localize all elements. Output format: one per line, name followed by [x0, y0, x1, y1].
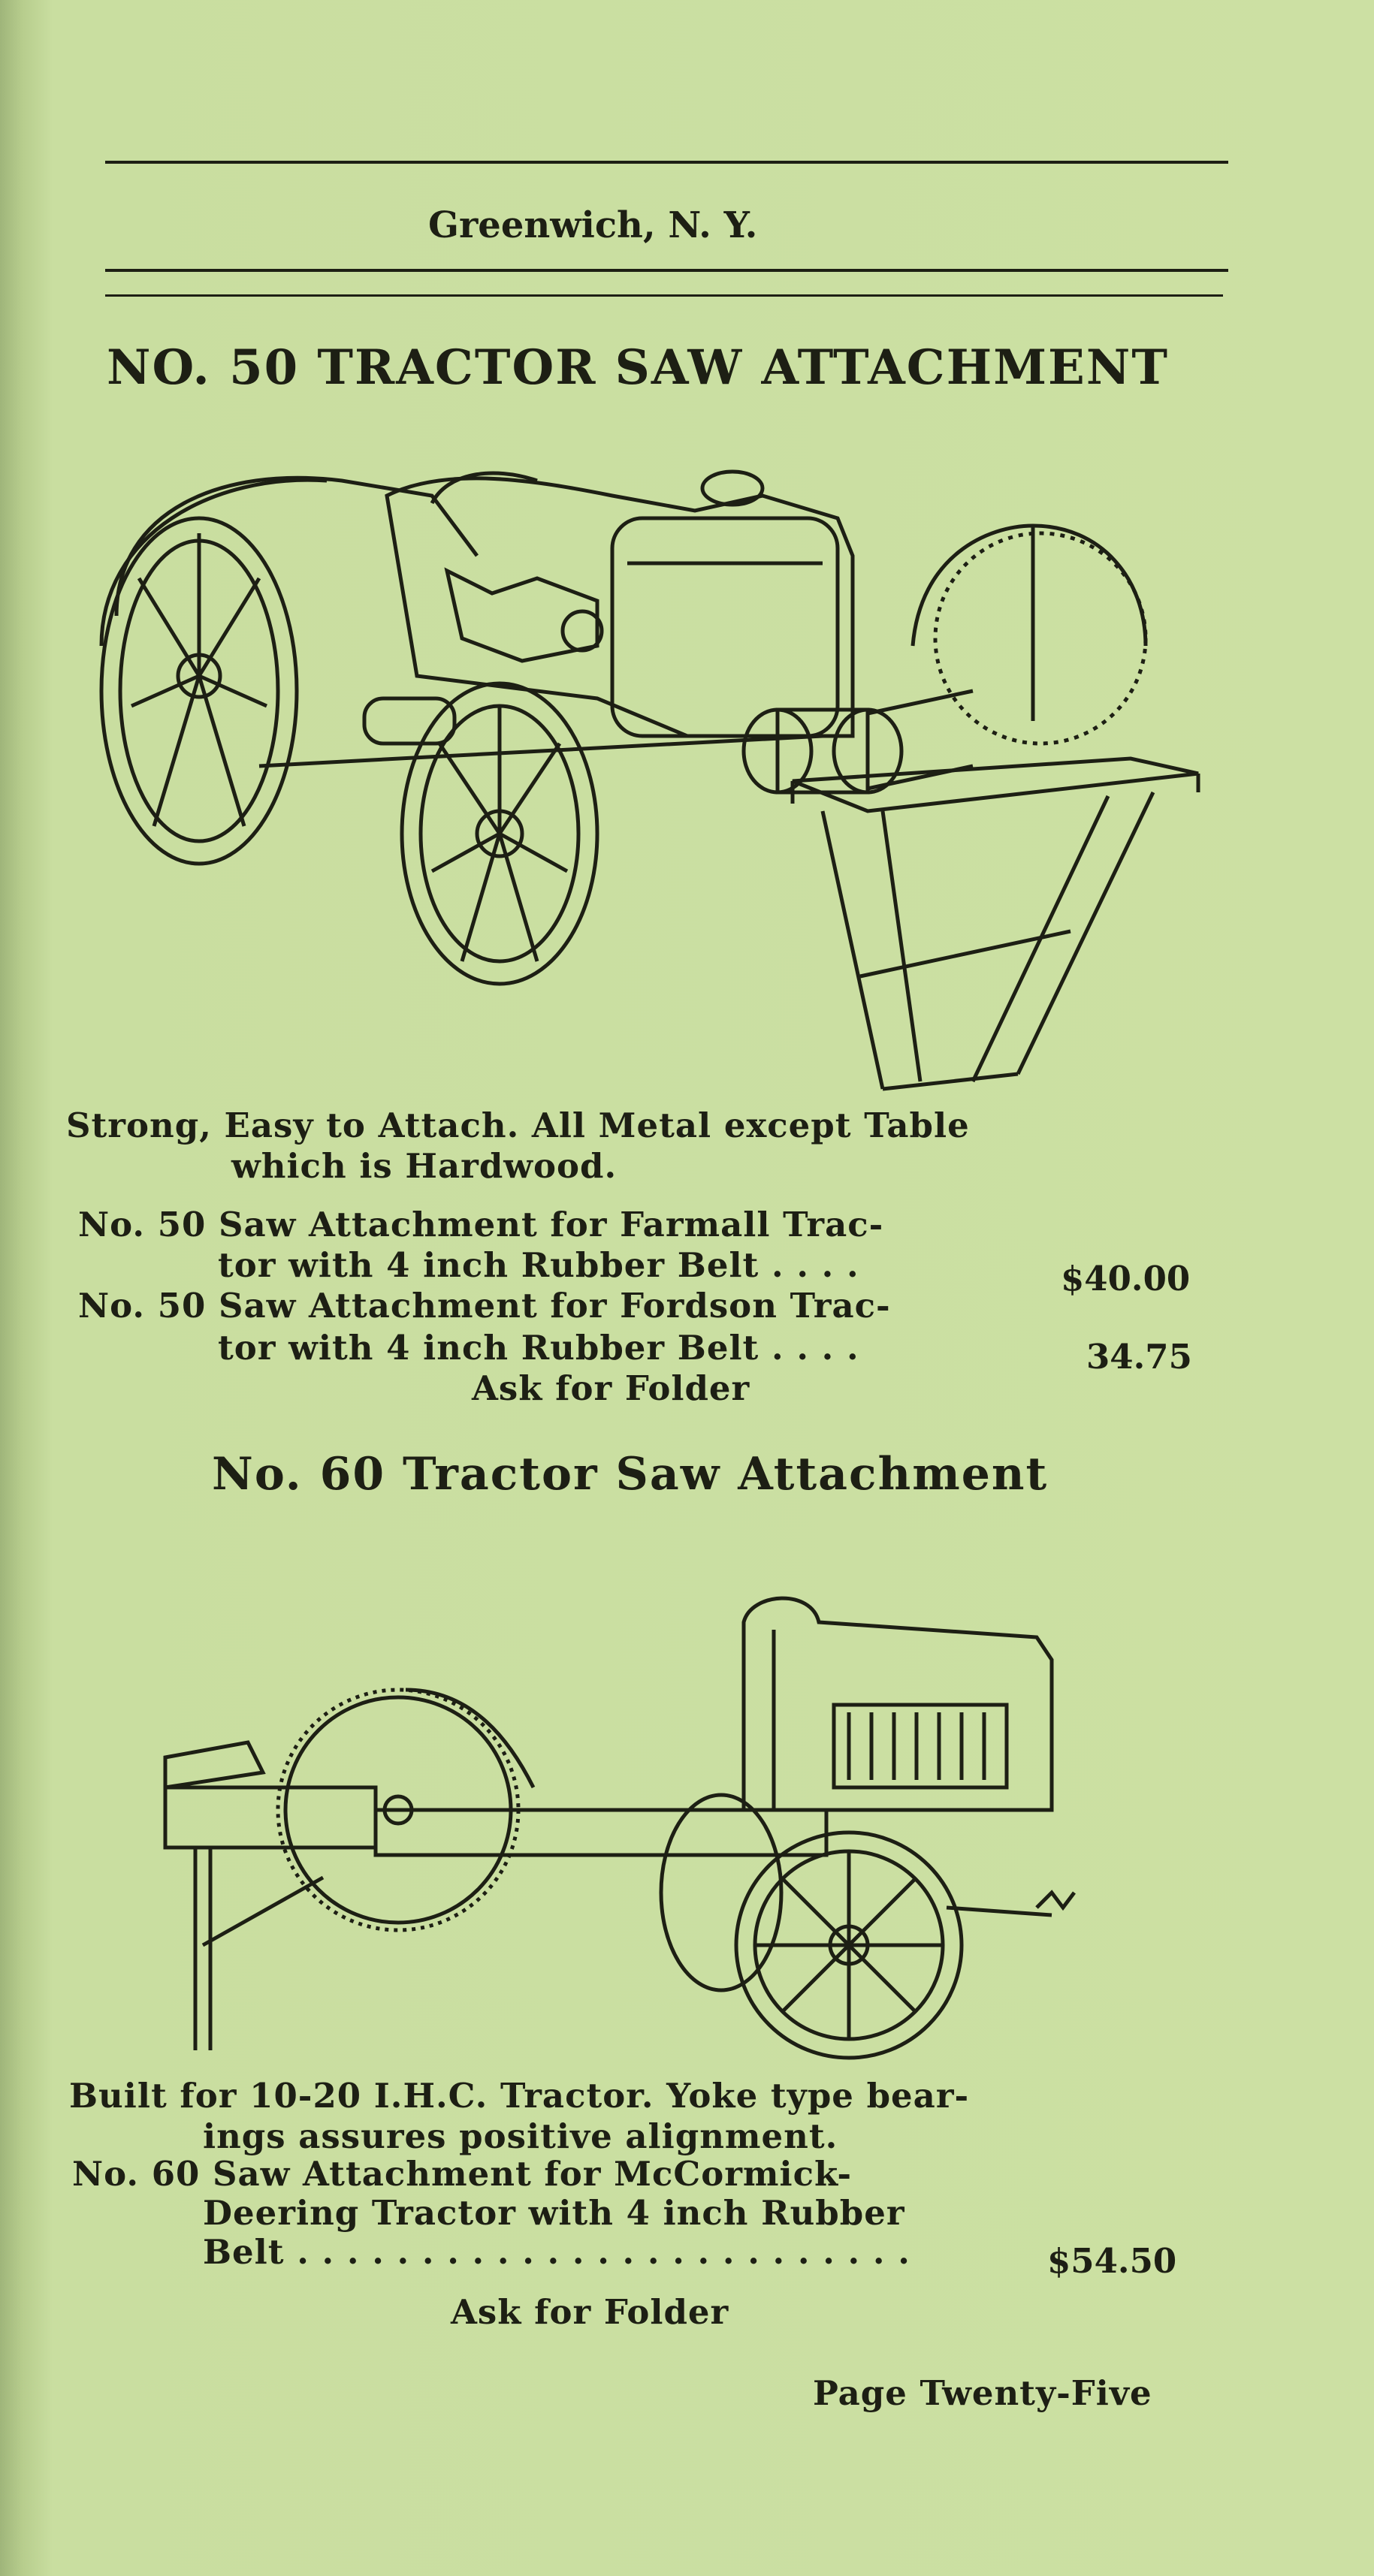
- section-50-desc-line2: which is Hardwood.: [231, 1146, 618, 1186]
- section-60-desc-line2: ings assures positive alignment.: [203, 2116, 838, 2156]
- location-header: Greenwich, N. Y.: [428, 204, 758, 246]
- top-rule: [105, 161, 1228, 164]
- page-number: Page Twenty-Five: [813, 2373, 1152, 2413]
- section-50-item2-line1: No. 50 Saw Attachment for Fordson Trac-: [78, 1286, 891, 1326]
- section-50-title: NO. 50 TRACTOR SAW ATTACHMENT: [107, 339, 1169, 396]
- section-60-item-line3: Belt . . . . . . . . . . . . . . . . . . . . . . . . .: [203, 2232, 910, 2272]
- section-50-item2-line2: tor with 4 inch Rubber Belt . . . .: [218, 1328, 859, 1368]
- section-60-item-line2: Deering Tractor with 4 inch Rubber: [203, 2193, 905, 2233]
- section-60-item-price: $54.50: [1047, 2241, 1177, 2281]
- section-60-title: No. 60 Tractor Saw Attachment: [212, 1448, 1049, 1501]
- section-60-desc-line1: Built for 10-20 I.H.C. Tractor. Yoke type bear-: [69, 2076, 970, 2116]
- section-50-item1-line1: No. 50 Saw Attachment for Farmall Trac-: [78, 1205, 884, 1244]
- header-rule-upper: [105, 269, 1228, 272]
- section-50-item1-line2: tor with 4 inch Rubber Belt . . . .: [218, 1245, 859, 1285]
- section-60-folder: Ask for Folder: [451, 2292, 729, 2332]
- section-50-item1-price: $40.00: [1061, 1259, 1191, 1299]
- tractor-saw-60-illustration: [150, 1592, 1097, 2065]
- section-50-desc-line1: Strong, Easy to Attach. All Metal except Table: [66, 1106, 970, 1145]
- section-50-folder: Ask for Folder: [472, 1368, 750, 1408]
- section-50-item2-price: 34.75: [1086, 1337, 1192, 1377]
- section-60-item-line1: No. 60 Saw Attachment for McCormick-: [72, 2154, 853, 2194]
- header-rule-lower: [105, 294, 1223, 297]
- tractor-saw-50-illustration: [71, 451, 1213, 1104]
